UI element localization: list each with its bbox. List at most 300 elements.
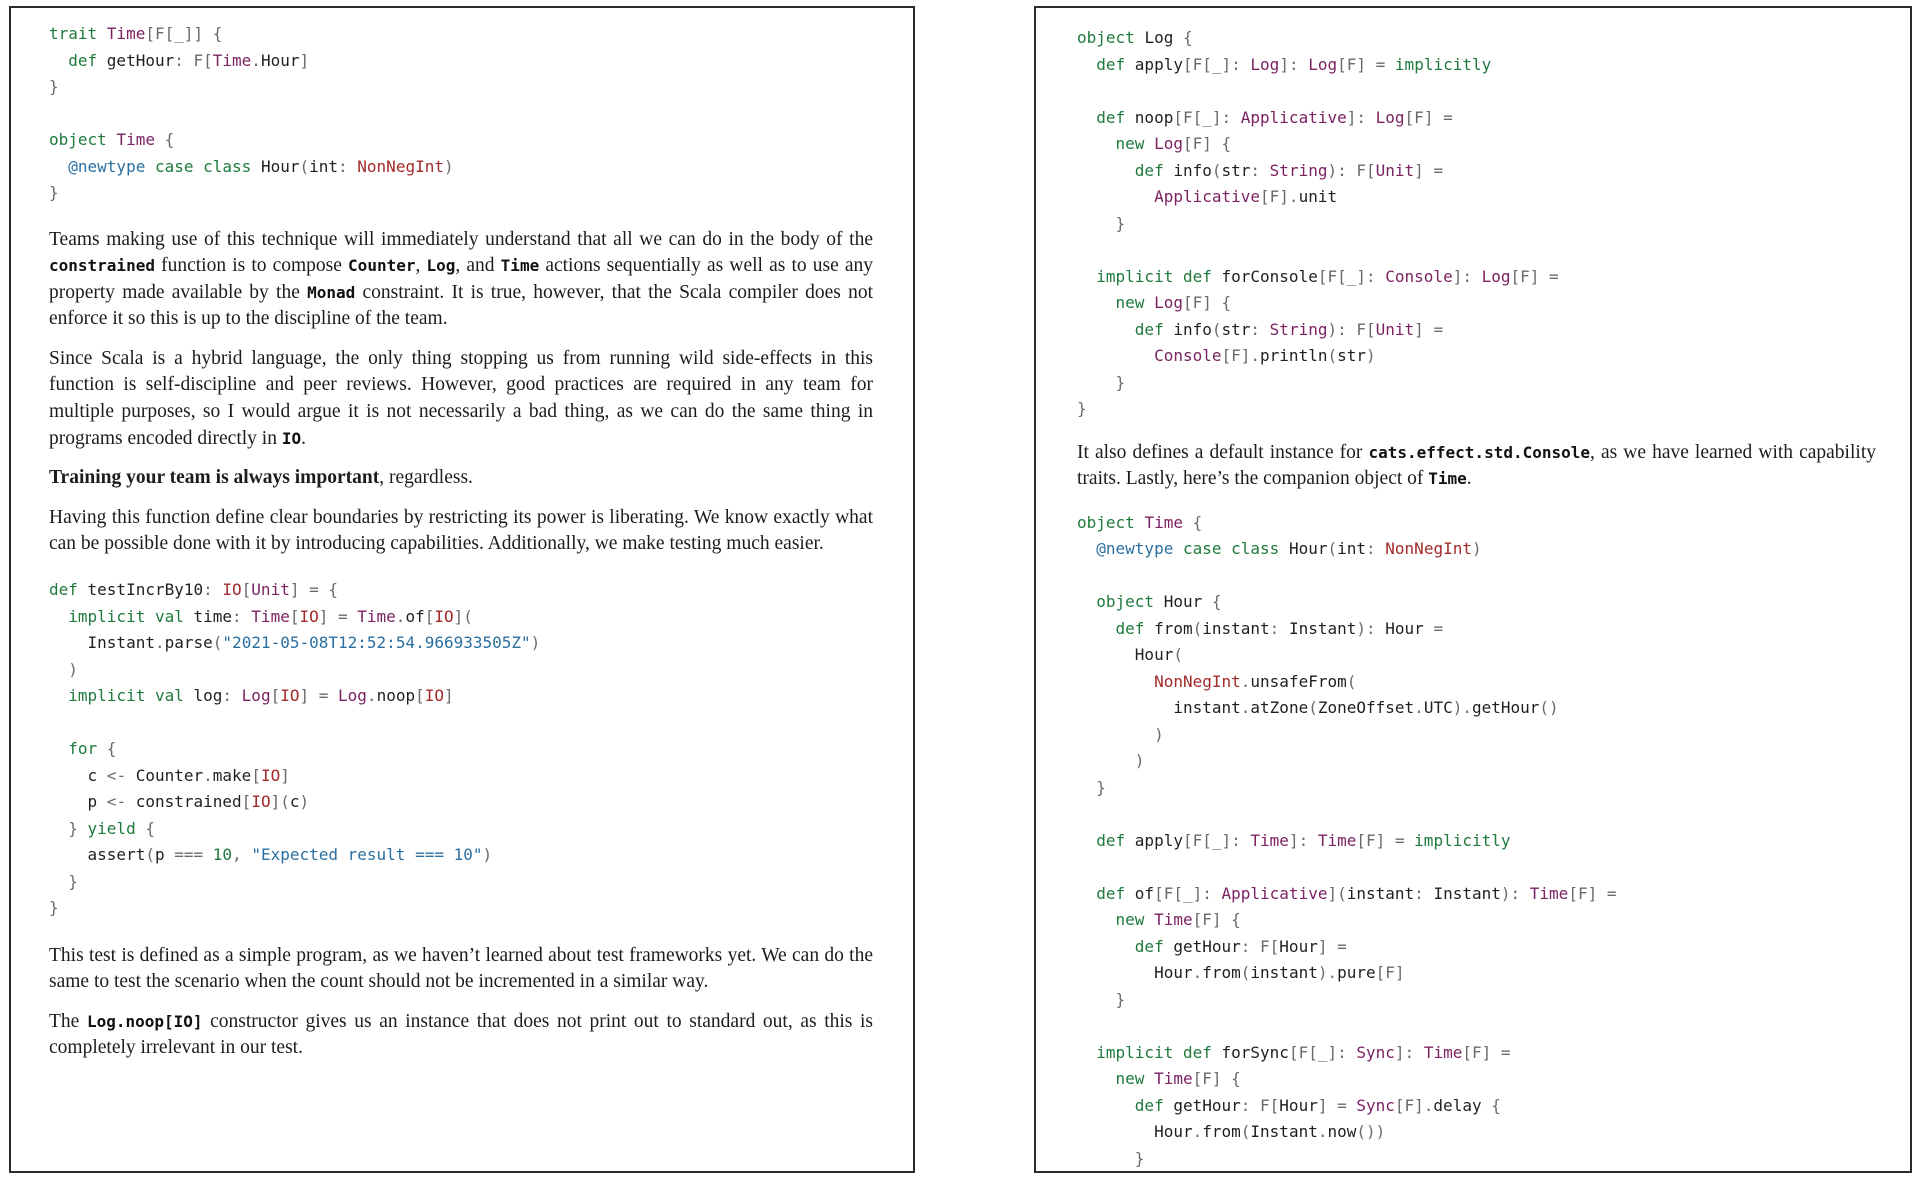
code-token-punctuation: { <box>1202 592 1222 612</box>
code-token-punctuation: [ <box>241 792 252 812</box>
code-token-punctuation <box>49 157 68 176</box>
code-token-punctuation: ). <box>1452 698 1472 718</box>
code-line <box>1077 211 1876 238</box>
code-token-punctuation: ]: <box>1288 830 1318 850</box>
code-token-punctuation <box>1077 55 1096 74</box>
code-line <box>49 127 873 154</box>
code-token-punctuation: ) <box>1471 539 1482 559</box>
code-token-punctuation: . <box>203 765 213 785</box>
code-token-punctuation <box>1077 884 1096 903</box>
code-token-identifier: of <box>405 606 425 626</box>
code-token-punctuation: ) <box>1366 346 1376 365</box>
code-block-log-object <box>1077 25 1876 423</box>
code-token-external-type: IO <box>424 686 444 706</box>
inline-code: Time <box>1428 469 1467 489</box>
code-token-punctuation: [F] = <box>1337 54 1395 74</box>
code-token-type-name: Console <box>1385 266 1453 286</box>
code-token-punctuation: [ <box>251 765 261 785</box>
code-token-punctuation: ]: <box>1346 107 1376 127</box>
code-token-type-name: Time <box>1529 883 1569 903</box>
code-token-punctuation: { <box>1182 512 1203 532</box>
code-token-keyword: yield <box>87 818 146 838</box>
code-token-keyword: object <box>1077 28 1145 47</box>
code-token-punctuation <box>1077 539 1096 558</box>
code-line <box>1077 237 1876 264</box>
code-token-punctuation: [ <box>270 686 281 706</box>
code-token-punctuation: } <box>49 77 59 96</box>
code-line <box>1077 854 1876 881</box>
code-token-keyword: new <box>1115 910 1155 930</box>
code-token-identifier: instant <box>1250 963 1318 983</box>
code-token-punctuation: ] = <box>299 686 339 706</box>
code-line <box>1077 748 1876 775</box>
code-token-punctuation: ] = <box>318 606 358 626</box>
code-line <box>49 577 873 604</box>
code-token-punctuation <box>1077 1069 1116 1088</box>
code-token-punctuation: ) <box>1077 724 1164 744</box>
code-token-punctuation <box>1077 187 1154 206</box>
paragraph <box>49 346 873 452</box>
code-token-keyword: implicitly <box>1394 54 1492 74</box>
inline-code: Time <box>500 256 540 276</box>
code-line <box>49 74 873 101</box>
code-token-keyword: new <box>1115 134 1155 153</box>
code-token-identifier: unit <box>1298 187 1338 206</box>
code-token-identifier: make <box>212 765 252 785</box>
code-token-type-name: Log <box>1250 54 1280 74</box>
code-line <box>49 789 873 816</box>
code-token-punctuation <box>1077 293 1116 312</box>
code-token-identifier: Instant <box>87 633 155 653</box>
code-token-identifier: of <box>1134 883 1155 903</box>
code-token-punctuation <box>1077 963 1154 982</box>
code-token-punctuation: ( <box>1346 671 1357 691</box>
code-token-punctuation: } <box>1077 399 1087 418</box>
code-token-punctuation: ( <box>299 156 310 176</box>
code-token-punctuation: ] <box>280 765 290 785</box>
code-token-punctuation: , <box>232 845 252 865</box>
prose-constrained-discussion <box>49 227 873 559</box>
code-token-identifier: Hour <box>260 156 300 176</box>
code-line <box>1077 52 1876 79</box>
code-line <box>49 180 873 207</box>
code-token-punctuation: : F[ <box>1240 1095 1280 1115</box>
code-token-punctuation: { <box>154 130 175 149</box>
paragraph <box>49 505 873 558</box>
code-token-type-name: Time <box>1144 512 1183 532</box>
code-token-identifier: Hour <box>1163 592 1203 612</box>
code-line <box>1077 722 1876 749</box>
inline-code: Log <box>426 256 456 276</box>
code-token-identifier: str <box>1221 319 1251 339</box>
code-line <box>1077 396 1876 423</box>
code-token-punctuation: = <box>1423 618 1444 638</box>
code-token-keyword: object <box>1077 512 1145 532</box>
code-token-punctuation: ( <box>1173 645 1183 665</box>
code-token-identifier: Instant <box>1250 1122 1318 1142</box>
code-token-type-name: Time <box>1250 830 1289 850</box>
code-token-punctuation: . <box>1240 698 1251 718</box>
inline-code: Log.noop[IO] <box>86 1011 203 1031</box>
code-token-external-type: NonNegInt <box>357 156 444 176</box>
code-token-keyword: def <box>1096 883 1135 903</box>
code-token-punctuation: ] = <box>1317 1095 1357 1115</box>
code-token-punctuation: ] = <box>1414 319 1444 339</box>
text-run: constraint. It is true, however, that the Scala compiler does not enforce it so this is up to the discipline of the team. <box>49 281 874 330</box>
code-token-punctuation: : <box>222 686 242 706</box>
code-token-punctuation: [F] = <box>1462 1042 1511 1062</box>
code-line <box>49 736 873 763</box>
code-token-type-name: Time <box>357 606 396 626</box>
code-token-punctuation: [F]. <box>1394 1095 1434 1115</box>
code-token-keyword: def <box>68 50 107 70</box>
code-token-punctuation: . <box>1192 1122 1203 1142</box>
code-token-type-name: Log <box>1481 266 1511 286</box>
text-run: This test is defined as a simple program, as we haven’t learned about test frameworks yet. We can do the same to test the scenario when the count should not be incremented in a similar way. <box>49 944 873 993</box>
inline-code: Monad <box>307 282 356 302</box>
paragraph <box>1077 440 1876 493</box>
text-run: The <box>49 1010 87 1032</box>
code-token-punctuation: : <box>203 580 223 600</box>
code-token-keyword: case class <box>154 156 261 176</box>
code-token-identifier: unsafeFrom <box>1250 671 1347 691</box>
code-token-punctuation: } <box>49 898 59 918</box>
code-token-punctuation: : F[ <box>1240 936 1280 956</box>
code-token-identifier: from <box>1202 1122 1241 1142</box>
code-token-punctuation <box>1077 831 1096 850</box>
code-token-keyword: trait <box>49 24 107 43</box>
code-token-keyword: def <box>1096 54 1135 74</box>
code-token-identifier: forConsole <box>1221 266 1318 286</box>
code-token-keyword: case class <box>1182 539 1289 559</box>
code-line <box>1077 158 1876 185</box>
code-token-punctuation: ]: <box>1279 54 1309 74</box>
code-token-punctuation <box>49 792 88 811</box>
code-token-keyword: def <box>1134 319 1174 339</box>
text-run: Having this function define clear boundaries by restricting its power is liberating. We know exactly what can be possible done with it by introducing capabilities. Additionally, we make testing much easier. <box>49 506 873 555</box>
code-token-identifier: println <box>1260 346 1328 365</box>
code-line <box>49 48 873 75</box>
code-token-identifier: Counter <box>135 765 204 785</box>
code-token-punctuation: [F[_]: <box>1154 883 1222 903</box>
code-block-time-trait <box>49 21 873 207</box>
code-line <box>1077 669 1876 696</box>
code-token-identifier: parse <box>164 633 213 653</box>
code-line <box>49 630 873 657</box>
code-token-type-name: Applicative <box>1154 187 1261 206</box>
code-token-identifier: noop <box>376 686 416 706</box>
code-token-identifier: info <box>1173 319 1212 339</box>
code-token-identifier: info <box>1173 160 1212 180</box>
code-token-identifier: int <box>309 156 339 176</box>
code-token-punctuation: { <box>106 739 117 759</box>
code-token-external-type: IO <box>222 580 242 600</box>
code-token-type-name: Applicative <box>1240 107 1347 127</box>
code-token-keyword: new <box>1115 293 1155 312</box>
code-token-keyword: object <box>1096 592 1164 612</box>
code-token-punctuation <box>1077 346 1154 365</box>
text-run: , and <box>455 255 501 277</box>
code-line <box>49 816 873 843</box>
code-token-type-name: Time <box>106 24 146 43</box>
code-token-identifier: noop <box>1134 107 1174 127</box>
code-token-punctuation: ) <box>299 792 310 812</box>
code-line <box>1077 1146 1876 1173</box>
code-token-punctuation: ( <box>1327 539 1338 559</box>
code-token-punctuation: [F] = <box>1404 107 1453 127</box>
code-token-keyword: def <box>1096 107 1135 127</box>
code-token-punctuation <box>1077 108 1096 127</box>
paragraph <box>49 943 873 996</box>
code-token-identifier: testIncrBy10 <box>87 580 204 600</box>
code-token-punctuation: [F[_]: <box>1182 830 1251 850</box>
code-token-identifier: pure <box>1337 963 1376 983</box>
code-line <box>49 763 873 790</box>
code-line <box>49 154 873 181</box>
code-token-punctuation: ( <box>1240 963 1251 983</box>
code-token-identifier: p <box>87 792 98 812</box>
code-token-punctuation: : <box>338 156 358 176</box>
code-token-punctuation: [F] = <box>1356 830 1415 850</box>
code-line <box>1077 881 1876 908</box>
code-line <box>49 21 873 48</box>
code-token-punctuation <box>49 766 88 785</box>
code-line <box>1077 510 1876 537</box>
code-token-punctuation <box>1077 1043 1096 1062</box>
code-token-annotation: @newtype <box>1096 539 1183 559</box>
code-line <box>1077 801 1876 828</box>
code-token-punctuation: { <box>145 818 155 838</box>
text-run: Since Scala is a hybrid language, the only thing stopping us from running wild side-effects in this function is self-discipline and peer reviews. However, good practices are required in any team for multiple purposes, so I would argue it is not necessarily a bad thing, as we can do the same thing in programs encoded directly in <box>49 347 873 449</box>
code-token-type-name: Console <box>1154 346 1222 365</box>
code-token-punctuation <box>1077 937 1135 956</box>
code-token-punctuation: ( <box>1211 319 1222 339</box>
code-token-punctuation: { <box>1173 28 1193 47</box>
code-token-type-name: Time <box>1317 830 1357 850</box>
code-token-identifier: Hour <box>1279 1095 1318 1115</box>
code-token-keyword: def <box>1096 830 1135 850</box>
code-token-punctuation: ): F[ <box>1327 160 1376 180</box>
code-token-type-name: String <box>1269 319 1328 339</box>
text-run: constructor gives us an instance that does not print out to standard out, as this is completely irrelevant in our test. <box>49 1010 873 1059</box>
code-token-punctuation: ( <box>1240 1122 1251 1142</box>
code-token-keyword: def <box>49 580 88 600</box>
code-line <box>49 895 873 922</box>
code-line <box>49 604 873 631</box>
text-run: , <box>415 255 427 277</box>
code-token-identifier: getHour <box>1173 1095 1241 1115</box>
code-token-identifier: forSync <box>1221 1042 1289 1062</box>
code-token-punctuation: ( <box>1211 160 1222 180</box>
code-token-type-name: Time <box>1154 910 1193 930</box>
code-token-punctuation: : F[ <box>174 50 213 70</box>
code-token-keyword: implicit val <box>68 606 194 626</box>
code-token-identifier: Hour <box>1154 1122 1193 1142</box>
code-token-keyword: for <box>68 739 107 759</box>
code-token-type-name: Time <box>1154 1069 1193 1089</box>
code-line <box>1077 775 1876 802</box>
code-token-keyword: new <box>1115 1069 1155 1089</box>
code-token-identifier: p <box>154 845 165 865</box>
code-line <box>1077 370 1876 397</box>
code-token-punctuation: [F[_]: <box>1317 266 1386 286</box>
code-token-type-name: Log <box>338 686 367 706</box>
left-page <box>9 6 915 1173</box>
code-token-punctuation: ] <box>444 686 454 706</box>
code-line <box>1077 563 1876 590</box>
code-token-punctuation <box>1077 161 1135 180</box>
code-token-punctuation: . <box>1414 698 1424 718</box>
code-token-punctuation: ()) <box>1356 1122 1386 1142</box>
code-token-punctuation: : <box>1366 539 1386 559</box>
code-token-type-name: Unit <box>1375 319 1415 339</box>
code-token-type-name: Time <box>212 50 252 70</box>
code-token-punctuation: [F] { <box>1182 134 1232 153</box>
code-line <box>1077 934 1876 961</box>
code-line <box>1077 616 1876 643</box>
inline-code: Counter <box>348 256 416 276</box>
prose-test-explanation <box>49 943 873 1062</box>
code-line <box>1077 105 1876 132</box>
code-token-punctuation: . <box>366 686 377 706</box>
code-line <box>49 683 873 710</box>
code-token-identifier: Hour <box>1288 539 1328 559</box>
right-page <box>1034 6 1912 1173</box>
code-line <box>1077 25 1876 52</box>
code-token-identifier: atZone <box>1250 698 1309 718</box>
code-token-punctuation: ]( <box>1327 883 1347 903</box>
code-token-identifier: getHour <box>106 50 175 70</box>
code-line <box>1077 290 1876 317</box>
code-token-identifier: ZoneOffset <box>1317 698 1415 718</box>
code-token-punctuation: [ <box>424 606 435 626</box>
code-line <box>1077 1119 1876 1146</box>
code-token-punctuation: . <box>154 633 165 653</box>
code-line <box>1077 317 1876 344</box>
code-token-external-type: IO <box>260 765 281 785</box>
code-token-identifier: Hour <box>1385 618 1424 638</box>
code-token-punctuation <box>1077 672 1154 691</box>
code-token-punctuation: ). <box>1317 963 1338 983</box>
code-token-punctuation: ): <box>1500 883 1530 903</box>
code-token-identifier: getHour <box>1173 936 1241 956</box>
code-token-punctuation: [ <box>289 606 300 626</box>
code-token-punctuation: () <box>1539 698 1559 718</box>
code-token-type-name: Sync <box>1356 1095 1395 1115</box>
code-token-identifier: c <box>87 765 98 785</box>
code-token-punctuation: : <box>1414 883 1434 903</box>
code-token-punctuation <box>1077 134 1116 153</box>
code-token-type-name: Applicative <box>1221 883 1328 903</box>
code-token-punctuation: ( <box>1308 698 1318 718</box>
code-token-punctuation: . <box>251 50 261 70</box>
code-token-punctuation <box>1077 1096 1135 1115</box>
code-token-identifier: Hour <box>260 50 300 70</box>
code-token-type-name: Sync <box>1356 1042 1395 1062</box>
code-token-punctuation: ) <box>530 633 541 653</box>
code-line <box>49 710 873 737</box>
code-token-punctuation <box>1077 592 1096 611</box>
code-token-keyword: implicit def <box>1096 266 1222 286</box>
code-token-punctuation: [F] { <box>1192 910 1241 930</box>
code-line <box>1077 695 1876 722</box>
code-token-punctuation: ( <box>1192 618 1203 638</box>
code-token-keyword: implicit val <box>68 686 194 706</box>
text-run: function is to compose <box>154 255 349 277</box>
code-token-identifier: time <box>193 606 233 626</box>
code-token-punctuation: [F[_]: <box>1173 107 1241 127</box>
code-token-keyword: def <box>1134 936 1174 956</box>
code-line <box>1077 131 1876 158</box>
code-token-number-literal: 10 <box>212 845 233 865</box>
code-token-identifier: from <box>1202 963 1241 983</box>
code-token-identifier: log <box>193 686 223 706</box>
code-token-punctuation: { <box>1481 1095 1501 1115</box>
code-token-punctuation: ] = { <box>289 580 338 600</box>
paragraph <box>49 465 873 492</box>
text-run: . <box>1466 468 1472 490</box>
inline-code: constrained <box>49 256 155 276</box>
code-token-punctuation: === <box>164 845 213 865</box>
code-token-punctuation: ( <box>145 845 155 865</box>
code-token-type-name: Log <box>1375 107 1405 127</box>
code-token-punctuation: ) <box>49 659 78 679</box>
code-token-annotation: @newtype <box>68 156 155 176</box>
code-token-type-name: Log <box>1154 293 1183 312</box>
code-block-test-incr-by-10 <box>49 577 873 922</box>
code-token-type-name: Time <box>1423 1042 1463 1062</box>
code-token-punctuation <box>49 845 88 864</box>
code-token-punctuation: [F]. <box>1260 187 1299 206</box>
code-token-punctuation: : <box>1250 160 1270 180</box>
code-token-external-type: IO <box>299 606 319 626</box>
code-token-identifier: Hour <box>1134 645 1174 665</box>
code-line <box>1077 536 1876 563</box>
code-token-punctuation: : <box>232 606 252 626</box>
code-token-punctuation: [F] { <box>1192 1069 1241 1089</box>
code-token-identifier: Log <box>1144 28 1174 47</box>
code-token-punctuation: } <box>49 818 88 838</box>
code-token-type-name: Time <box>251 606 290 626</box>
code-token-keyword: implicitly <box>1414 830 1511 850</box>
code-token-punctuation: . <box>1192 963 1203 983</box>
code-line <box>1077 642 1876 669</box>
code-token-type-name: Unit <box>251 580 290 600</box>
code-token-identifier: Instant <box>1433 883 1501 903</box>
code-token-punctuation: [F] = <box>1510 266 1559 286</box>
text-run: , regardless. <box>379 467 473 489</box>
code-line <box>1077 184 1876 211</box>
code-token-punctuation: [ <box>415 686 425 706</box>
code-block-time-companion <box>1077 510 1876 1173</box>
code-token-external-type: NonNegInt <box>1385 539 1472 559</box>
code-token-identifier: from <box>1154 618 1193 638</box>
code-token-keyword: def <box>1115 618 1155 638</box>
code-token-punctuation: } <box>1077 213 1126 233</box>
code-token-punctuation <box>1077 619 1116 638</box>
code-token-identifier: str <box>1221 160 1251 180</box>
code-token-punctuation: ]: <box>1394 1042 1424 1062</box>
code-token-type-name: String <box>1269 160 1328 180</box>
code-line <box>1077 960 1876 987</box>
code-token-identifier: str <box>1337 346 1367 365</box>
code-token-punctuation: ] = <box>1317 936 1347 956</box>
code-token-identifier: now <box>1327 1122 1357 1142</box>
code-token-punctuation: . <box>395 606 406 626</box>
code-token-punctuation: } <box>1077 372 1126 392</box>
code-token-identifier: constrained <box>135 792 242 812</box>
code-token-punctuation: ) <box>443 156 454 176</box>
